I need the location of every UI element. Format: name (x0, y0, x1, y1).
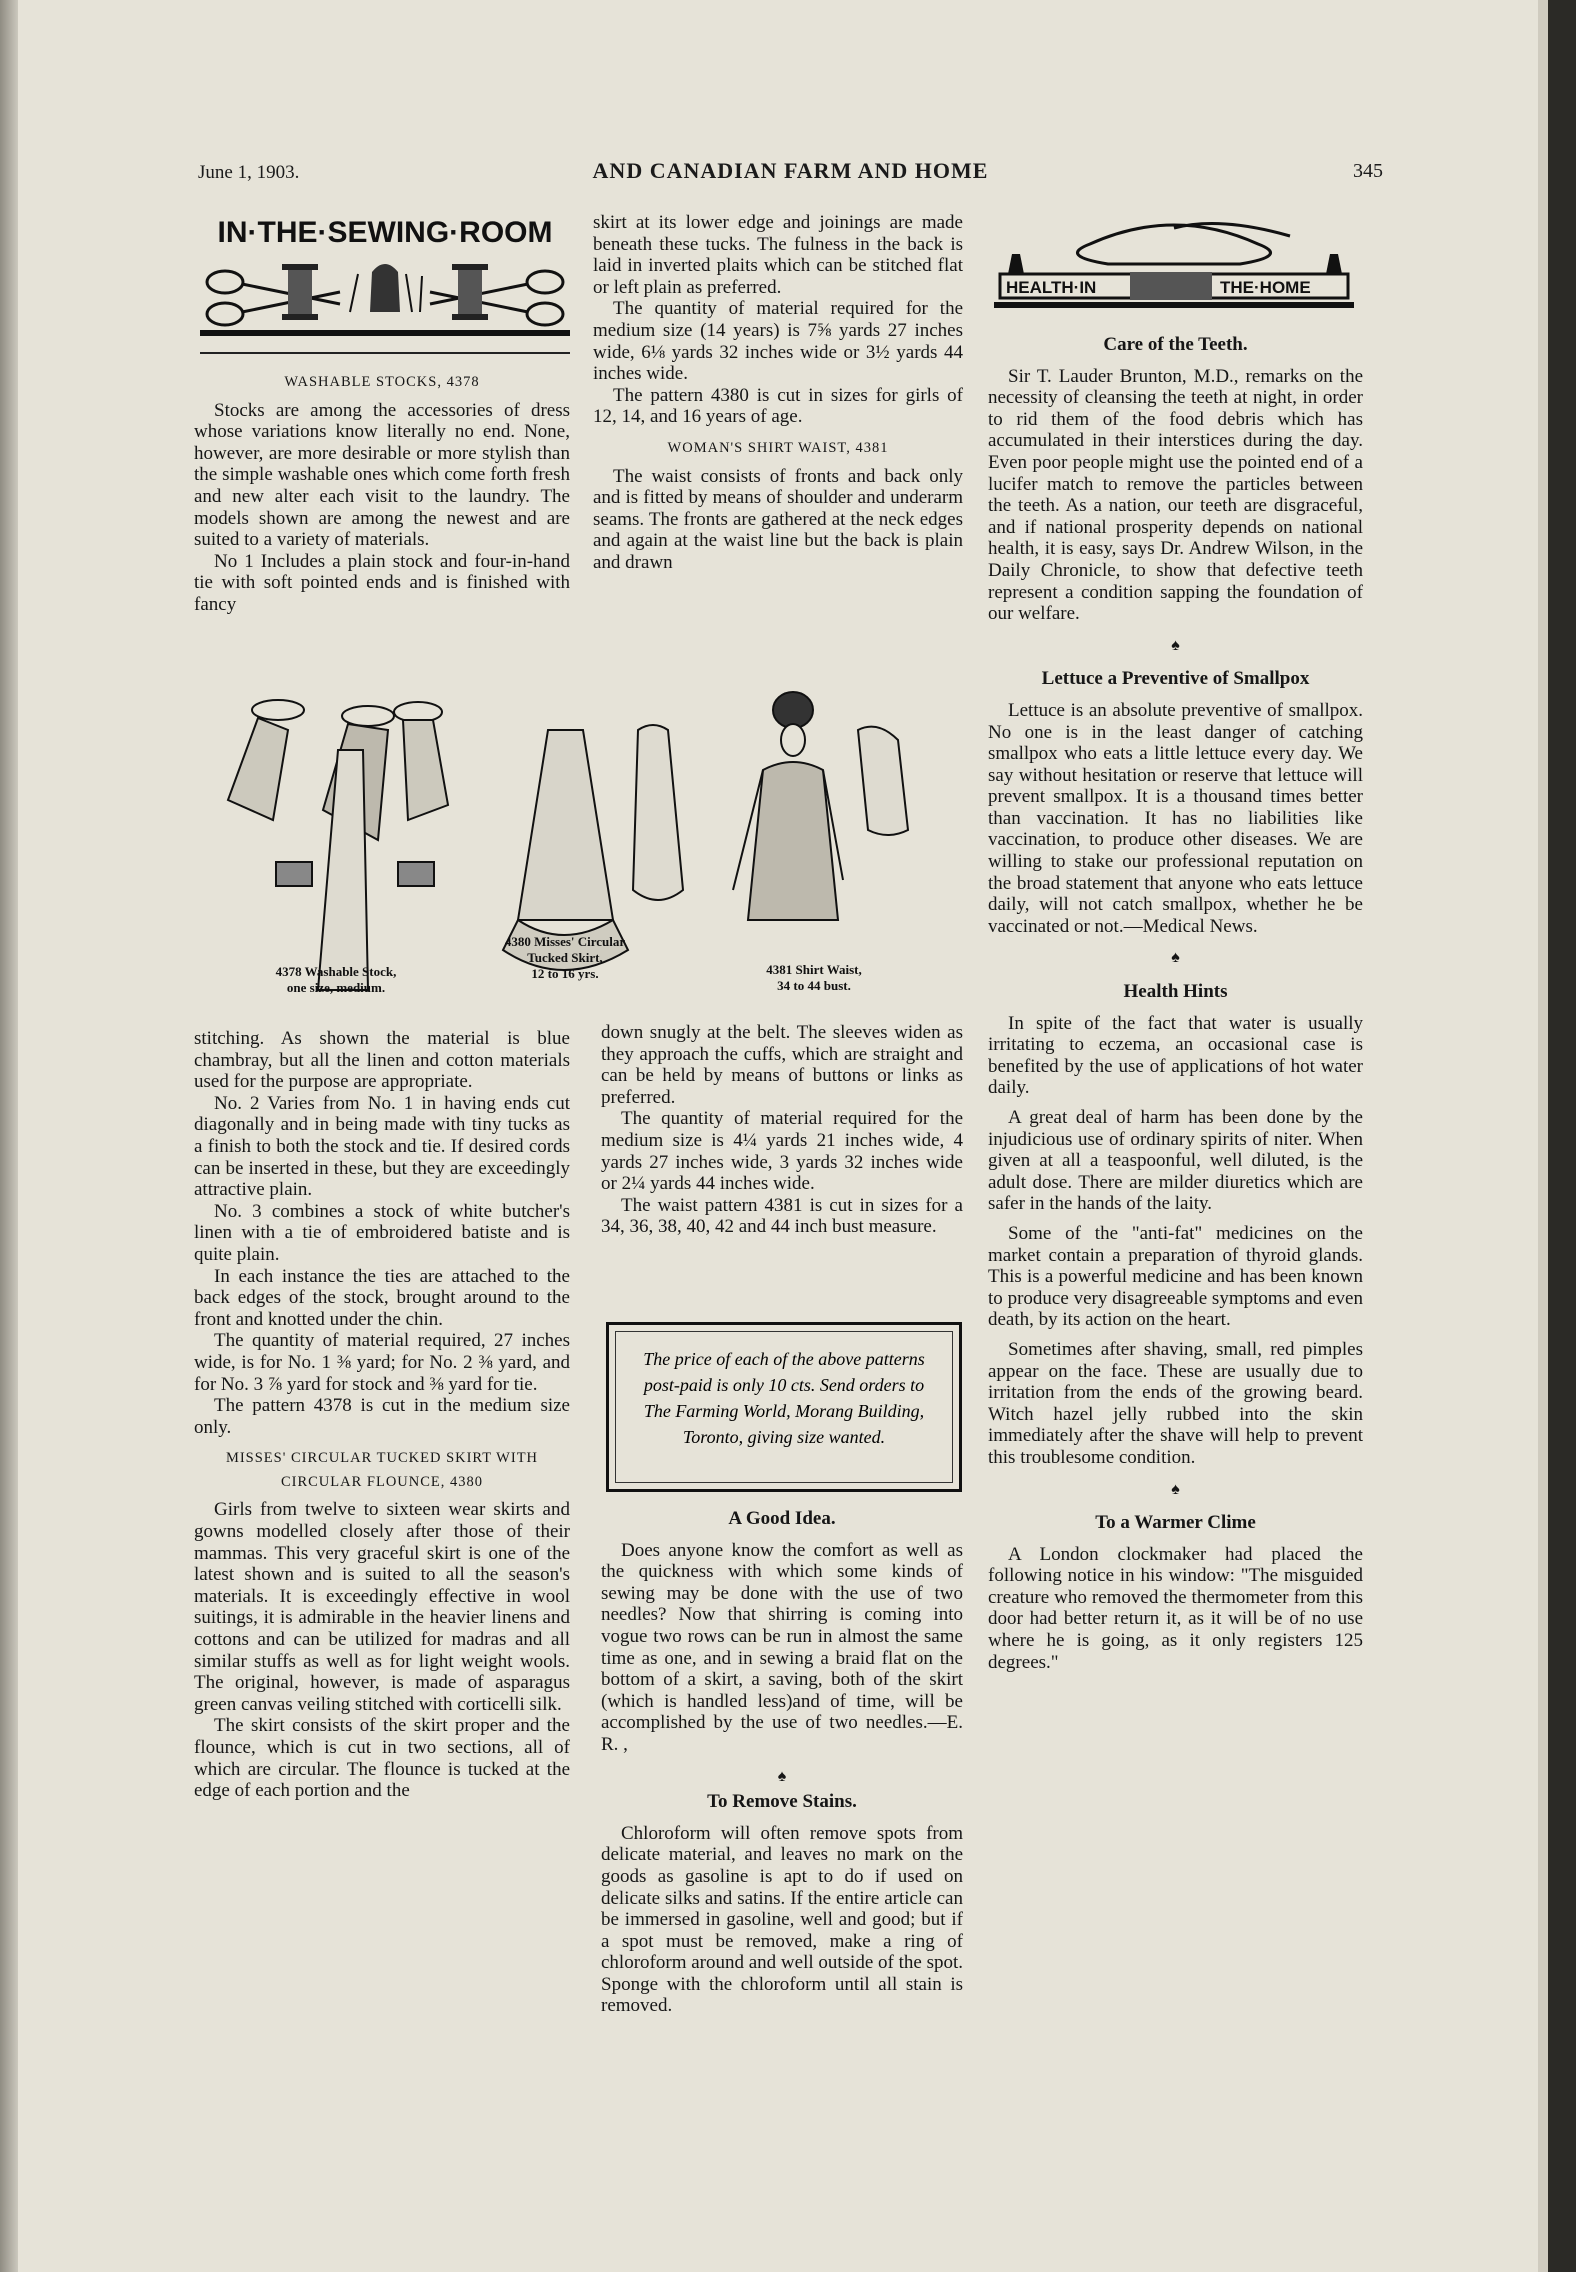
column-rule (200, 352, 570, 354)
order-notice-text: The price of each of the above patterns post-paid is only 10 cts. Send orders to The Farming World, Morang Building, Toronto, giving size wanted. (615, 1331, 953, 1483)
paragraph: The quantity of material required, 27 inches wide, is for No. 1 ⅜ yard; for No. 2 ⅜ yard, and for No. 3 ⅞ yard for stock and ⅜ yard for tie. (194, 1330, 570, 1395)
paragraph: Sir T. Lauder Brunton, M.D., remarks on the necessity of cleansing the teeth at night, in order to rid them of the food debris which has accumulated in their interstices during the day. Even poor people might use the pointed end of a lucifer match to remove the particles between the teeth. As a nation, our teeth are disgraceful, and if national prosperity depends on national health, it is easy, says Dr. Andrew Wilson, in the Daily Chronicle, to show that defective teeth represent a condition sapping the foundation of our welfare. (988, 365, 1363, 625)
order-notice-box (606, 1322, 962, 1492)
column-2-lower (601, 1504, 963, 2017)
paragraph: Sometimes after shaving, small, red pimples appear on the face. These are usually due to irritation from the ends of the growing beard. Witch hazel jelly rubbed into the skin immediately after the shave will help to prevent this troublesome condition. (988, 1338, 1363, 1468)
column-1-bottom (194, 1028, 570, 1802)
paragraph: A London clockmaker had placed the following notice in his window: "The misguided creature who removed the thermometer from this door had better return it, as it will be of no use where he is going, as it only registers 125 degrees." (988, 1543, 1363, 1673)
column-1-top (194, 362, 570, 616)
paragraph: A great deal of harm has been done by the injudicious use of ordinary spirits of niter. When given at all a teaspoonful, well diluted, is the adult dose. There are milder diuretics which are safer in the hands of the laity. (988, 1107, 1363, 1215)
heading-misses-skirt-2: CIRCULAR FLOUNCE, 4380 (280, 1473, 484, 1490)
paragraph: stitching. As shown the material is blue chambray, but all the linen and cotton materials used for the purpose are appropriate. (194, 1028, 570, 1093)
fleuron-icon: ♠ (1171, 1480, 1180, 1498)
column-2-bottom (601, 1022, 963, 1238)
running-header (198, 158, 1383, 188)
health-banner-text-left: HEALTH·IN (1006, 278, 1097, 297)
column-3 (988, 330, 1363, 1673)
heading-warmer-clime: To a Warmer Clime (1095, 1512, 1256, 1534)
heading-care-of-teeth: Care of the Teeth. (1103, 334, 1248, 355)
page-edge (1538, 0, 1548, 2272)
paragraph: Does anyone know the comfort as well as the quickness with which some kinds of sewing may be done with the use of two needles? Now that shirring is coming into vogue two rows can be run in almost the same time as one, and in sewing a braid flat on the bottom of a skirt, a saving, both of the skirt (which is handled less)and of time, will be accomplished by the use of two needles.—E. R. , (601, 1539, 963, 1755)
paragraph: Stocks are among the accessories of dress whose variations know literally no end. None, however, are more desirable or more stylish than the simple washable ones which come forth fresh and new alter each visit to the laundry. The models shown are among the newest and are suited to a variety of materials. (194, 399, 570, 551)
heading-washable-stocks: WASHABLE STOCKS, 4378 (284, 374, 480, 390)
paragraph: Chloroform will often remove spots from delicate material, and leaves no mark on the goods as gasoline is apt to do if used on delicate silks and satins. If the entire article can be immersed in gasoline, well and good; but if a spot must be removed, make a ring of chloroform around and well outside of the spot. Sponge with the chloroform until all stain is removed. (601, 1822, 963, 2017)
paragraph: In spite of the fact that water is usually irritating to eczema, an occasional case is benefited by the use of applications of hot water daily. (988, 1012, 1363, 1099)
paragraph: The skirt consists of the skirt proper and the flounce, which is cut in two sections, all of which are circular. The flounce is tucked at the edge of each portion and the (194, 1715, 570, 1802)
fleuron-icon: ♠ (1171, 949, 1180, 967)
page-number: 345 (1353, 160, 1383, 182)
paragraph: The waist pattern 4381 is cut in sizes for a 34, 36, 38, 40, 42 and 44 inch bust measure. (601, 1194, 963, 1238)
paragraph: The pattern 4380 is cut in sizes for girls of 12, 14, and 16 years of age. (593, 384, 963, 428)
header-date: June 1, 1903. (198, 162, 300, 183)
heading-good-idea: A Good Idea. (728, 1508, 836, 1529)
health-home-banner (990, 216, 1358, 316)
paragraph: The quantity of material required for the medium size is 4¼ yards 21 inches wide, 4 yards 27 inches wide, 3 yards 32 inches wide or 2¼ yards 44 inches wide. (601, 1108, 963, 1195)
paragraph: No. 2 Varies from No. 1 in having ends cut diagonally and in being made with tiny tucks as a finish to both the stock and tie. If desired cords can be inserted in these, but they are exceedingly attractive plain. (194, 1092, 570, 1201)
paragraph: down snugly at the belt. The sleeves widen as they approach the cuffs, which are straight and can be held by means of buttons or links as preferred. (601, 1022, 963, 1108)
sewing-room-banner (200, 212, 570, 342)
paragraph: No 1 Includes a plain stock and four-in-hand tie with soft pointed ends and is finished with fancy (194, 550, 570, 615)
stock-tie-illustration (228, 700, 448, 990)
paragraph: The pattern 4378 is cut in the medium size only. (194, 1395, 570, 1438)
header-title: AND CANADIAN FARM AND HOME (592, 158, 989, 183)
paragraph: Girls from twelve to sixteen wear skirts and gowns modelled closely after those of their mammas. This very graceful skirt is one of the latest shown and is suited to all the season's materials. It is exceedingly effective in wool suitings, it is admirable in the heavier linens and cottons and can be utilized for madras and all similar stuffs as well as for light weight wools. The original, however, is made of asparagus green canvas veiling stitched with corticelli silk. (194, 1499, 570, 1715)
paragraph: No. 3 combines a stock of white butcher's linen with a tie of embroidered batiste and is quite plain. (194, 1200, 570, 1265)
heading-lettuce: Lettuce a Preventive of Smallpox (1041, 668, 1310, 690)
paragraph: In each instance the ties are attached to the back edges of the stock, brought around to the front and knotted under the chin. (194, 1265, 570, 1330)
heading-remove-stains: To Remove Stains. (707, 1791, 857, 1813)
health-banner-text-right: THE·HOME (1220, 278, 1311, 297)
column-2-top (593, 212, 963, 574)
book-icon (1130, 272, 1212, 300)
caption-4378: 4378 Washable Stock, one size, medium. (275, 964, 397, 995)
sewing-banner-text: IN·THE·SEWING·ROOM (217, 216, 553, 249)
heading-shirt-waist: WOMAN'S SHIRT WAIST, 4381 (667, 439, 889, 456)
paragraph: The quantity of material required for the medium size (14 years) is 7⅝ yards 27 inches wide, 6⅛ yards 32 inches wide or 3½ yards 44 inches wide. (593, 298, 963, 385)
paragraph: The waist consists of fronts and back only and is fitted by means of shoulder and underarm seams. The fronts are gathered at the neck edges and again at the waist line but the back is plain and drawn (593, 465, 963, 573)
thimble-icon (350, 264, 422, 312)
heading-misses-skirt-1: MISSES' CIRCULAR TUCKED SKIRT WITH (225, 1450, 539, 1467)
caption-4381: 4381 Shirt Waist, 34 to 44 bust. (766, 962, 862, 993)
paragraph: Some of the "anti-fat" medicines on the market contain a preparation of thyroid glands. This is a powerful medicine and has been known to produce very disagreeable symptoms and even death, by its action on the heart. (988, 1222, 1363, 1331)
shirt-waist-illustration (733, 692, 908, 920)
heading-health-hints: Health Hints (1123, 981, 1228, 1003)
caption-4380: 4380 Misses' Circular Tucked Skirt, 12 to 16 yrs. (504, 934, 626, 981)
paragraph: skirt at its lower edge and joinings are made beneath these tucks. The fulness in the back is laid in inverted plaits which can be stitched flat or left plain as preferred. (593, 212, 963, 298)
fleuron-icon: ♠ (1171, 636, 1180, 654)
fleuron-icon: ♠ (777, 1767, 787, 1785)
paragraph: Lettuce is an absolute preventive of smallpox. No one is in the least danger of catching smallpox who eats a little lettuce every day. We say without hesitation or reserve that lettuce will prevent smallpox. It is a thousand times better than vaccination. It has no liabilities like vaccination, to produce other diseases. We are willing to stake our professional reputation on the broad statement that anyone who eats lettuce daily, will not catch smallpox, whether he be vaccinated or not.—Medical News. (988, 699, 1363, 937)
magazine-page (18, 0, 1548, 2272)
